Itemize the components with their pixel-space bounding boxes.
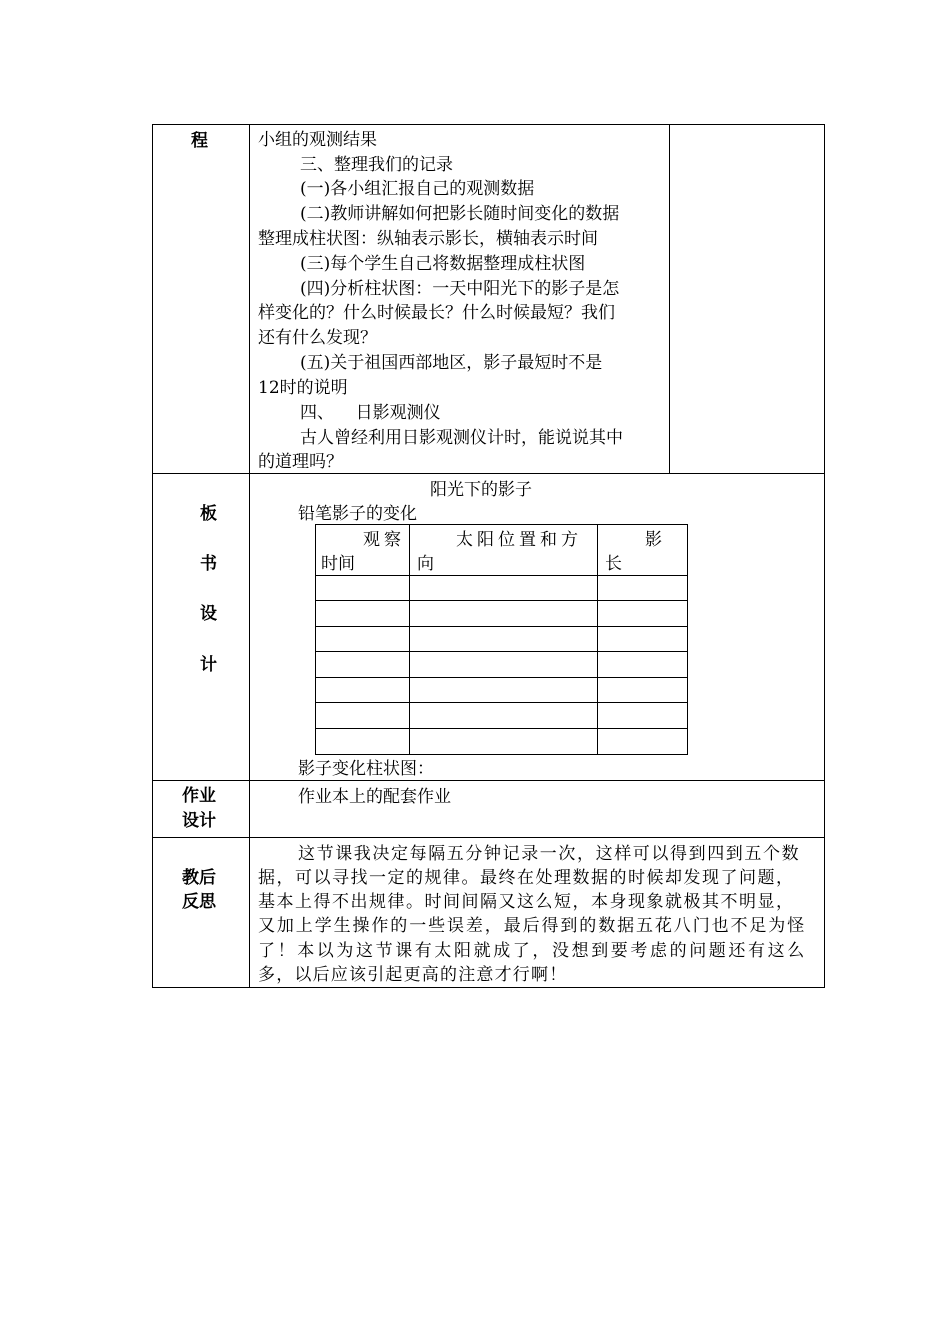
- process-line: 12时的说明: [258, 378, 348, 398]
- process-line: (一)各小组汇报自己的观测数据: [300, 179, 535, 199]
- board-label-char: 板: [200, 504, 217, 524]
- process-line: (四)分析柱状图：一天中阳光下的影子是怎: [300, 279, 620, 299]
- reflection-line: 多，以后应该引起更高的注意才行啊！: [258, 965, 568, 985]
- reflection-line: 基本上得不出规律。时间间隔又这么短，本身现象就极其不明显，: [258, 892, 795, 912]
- process-line: 小组的观测结果: [258, 130, 377, 150]
- table-header-length: 长: [605, 554, 622, 574]
- observation-row-line: [315, 575, 688, 576]
- observation-row-line: [315, 626, 688, 627]
- reflection-label: 教后: [182, 868, 216, 888]
- table-left-border: [152, 124, 153, 988]
- table-header-sun-position: 向: [417, 554, 434, 574]
- row-divider-homework: [152, 837, 825, 838]
- board-label-char: 书: [200, 554, 217, 574]
- process-line: 的道理吗？: [258, 452, 343, 472]
- observation-col-line: [597, 524, 598, 755]
- observation-row-line: [315, 651, 688, 652]
- observation-table-border: [315, 524, 688, 525]
- homework-text: 作业本上的配套作业: [298, 787, 451, 807]
- homework-label: 设计: [182, 811, 216, 831]
- process-line: 还有什么发现？: [258, 328, 377, 348]
- board-subtitle: 铅笔影子的变化: [298, 504, 417, 524]
- process-line: 古人曾经利用日影观测仪计时，能说说其中: [300, 428, 623, 448]
- process-line: (五)关于祖国西部地区，影子最短时不是: [300, 353, 603, 373]
- reflection-line: 这节课我决定每隔五分钟记录一次，这样可以得到四到五个数: [298, 844, 801, 864]
- board-label-char: 计: [200, 655, 217, 675]
- observation-col-line: [687, 524, 688, 755]
- board-footer: 影子变化柱状图：: [298, 759, 434, 779]
- process-line: (三)每个学生自己将数据整理成柱状图: [300, 254, 586, 274]
- reflection-line: 又加上学生操作的一些误差，最后得到的数据五花八门也不足为怪: [258, 916, 807, 936]
- table-bottom-border: [152, 987, 825, 988]
- reflection-line: 据，可以寻找一定的规律。最终在处理数据的时候却发现了问题，: [258, 868, 795, 888]
- observation-row-line: [315, 702, 688, 703]
- observation-col-line: [409, 524, 410, 755]
- process-line: 三、整理我们的记录: [300, 155, 453, 175]
- notes-column-divider: [669, 124, 670, 474]
- process-line: 样变化的？什么时候最长？什么时候最短？我们: [258, 303, 615, 323]
- reflection-line: 了！本以为这节课有太阳就成了，没想到要考虑的问题还有这么: [258, 941, 807, 961]
- observation-row-line: [315, 677, 688, 678]
- process-line: (二)教师讲解如何把影长随时间变化的数据: [300, 204, 620, 224]
- reflection-label: 反思: [182, 892, 216, 912]
- table-right-border: [824, 124, 825, 988]
- observation-row-line: [315, 600, 688, 601]
- observation-col-line: [315, 524, 316, 755]
- board-label-char: 设: [200, 604, 217, 624]
- table-header-length: 影: [645, 530, 662, 550]
- process-line: 四、 日影观测仪: [300, 403, 441, 423]
- table-header-time: 时间: [321, 554, 355, 574]
- table-header-sun-position: 太阳位置和方: [456, 530, 582, 550]
- label-column-divider: [249, 124, 250, 988]
- process-line: 整理成柱状图：纵轴表示影长，横轴表示时间: [258, 229, 598, 249]
- board-title: 阳光下的影子: [430, 480, 532, 500]
- table-top-border: [152, 124, 825, 125]
- table-header-time: 观察: [363, 530, 405, 550]
- process-label: 程: [191, 131, 208, 151]
- homework-label: 作业: [182, 786, 216, 806]
- observation-table-border: [315, 754, 688, 755]
- row-divider-board: [152, 780, 825, 781]
- observation-row-line: [315, 728, 688, 729]
- row-divider-process: [152, 473, 825, 474]
